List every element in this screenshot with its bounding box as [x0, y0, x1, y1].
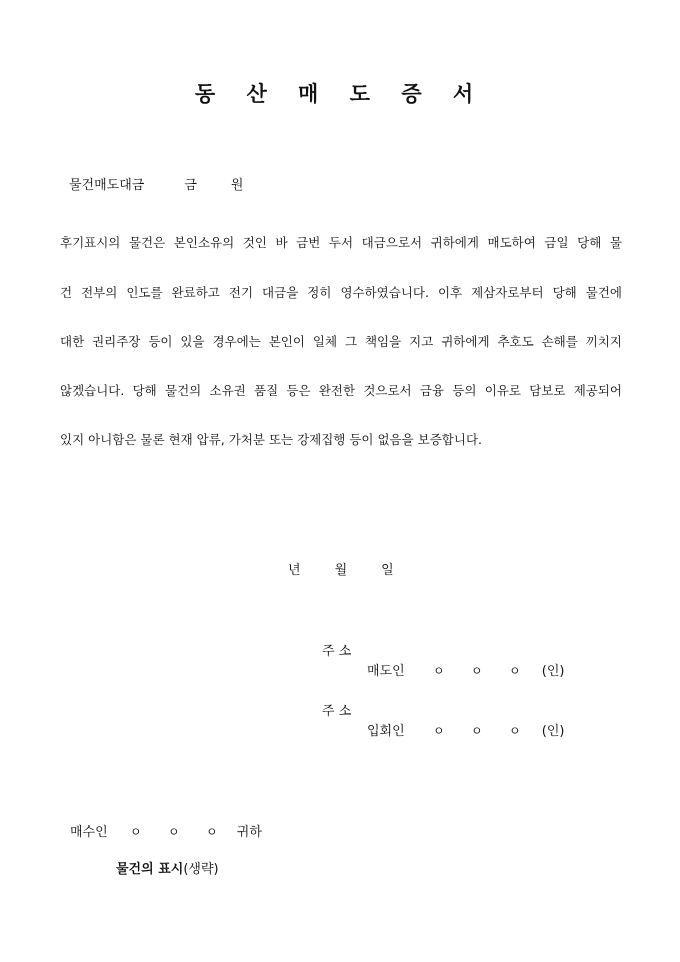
seller-line — [367, 660, 564, 679]
witness-name-char-3: ㅇ — [508, 724, 521, 738]
sale-price-label: 물건매도대금 — [69, 178, 145, 193]
sale-price-line — [69, 174, 243, 193]
seller-address-label: 주 소 — [322, 644, 352, 659]
body-line-1: 후기표시의 물건은 본인소유의 것인 바 금번 두서 대금으로서 귀하에게 매도하여 금일 당해 물 — [60, 235, 622, 250]
buyer-name-char-3: ㅇ — [205, 825, 218, 839]
witness-name-char-2: ㅇ — [470, 724, 483, 738]
seller-name-char-1: ㅇ — [432, 664, 445, 678]
seller-name-char-3: ㅇ — [508, 664, 521, 678]
witness-role-label: 입회인 — [367, 724, 405, 739]
body-line-3: 대한 권리주장 등이 있을 경우에는 본인이 일체 그 책임을 지고 귀하에게 추호도 손해를 끼치지 — [60, 334, 622, 349]
goods-label: 물건의 표시 — [116, 862, 184, 877]
month-label: 월 — [334, 563, 348, 578]
witness-name-char-1: ㅇ — [432, 724, 445, 738]
goods-description — [116, 858, 219, 877]
seller-name-char-2: ㅇ — [470, 664, 483, 678]
buyer-role-label: 매수인 — [70, 825, 108, 840]
buyer-suffix: 귀하 — [236, 825, 262, 840]
goods-note: (생략) — [183, 862, 219, 877]
body-line-4: 않겠습니다. 당해 물건의 소유권 품질 등은 완전한 것으로서 금융 등의 이유로 담보로 제공되어 — [60, 383, 622, 398]
seller-role-label: 매도인 — [367, 664, 405, 679]
day-label: 일 — [381, 563, 394, 578]
amount-label: 금 — [184, 178, 197, 193]
buyer-name-char-2: ㅇ — [167, 825, 180, 839]
seller-seal: (인) — [541, 664, 565, 679]
date-line — [288, 559, 394, 578]
witness-address-label: 주 소 — [322, 704, 352, 719]
body-line-2: 건 전부의 인도를 완료하고 전기 대금을 정히 영수하였습니다. 이후 제삼자로부터 당해 물건에 — [60, 285, 622, 300]
currency-unit-label: 원 — [230, 178, 244, 193]
document-title: 동 산 매 도 증 서 — [194, 81, 486, 106]
body-line-5: 있지 아니함은 물론 현재 압류, 가처분 또는 강제집행 등이 없음을 보증합니다. — [60, 432, 483, 447]
buyer-line — [70, 821, 262, 840]
witness-line — [367, 720, 564, 739]
buyer-name-char-1: ㅇ — [129, 825, 142, 839]
witness-seal: (인) — [541, 724, 565, 739]
year-label: 년 — [288, 563, 301, 578]
